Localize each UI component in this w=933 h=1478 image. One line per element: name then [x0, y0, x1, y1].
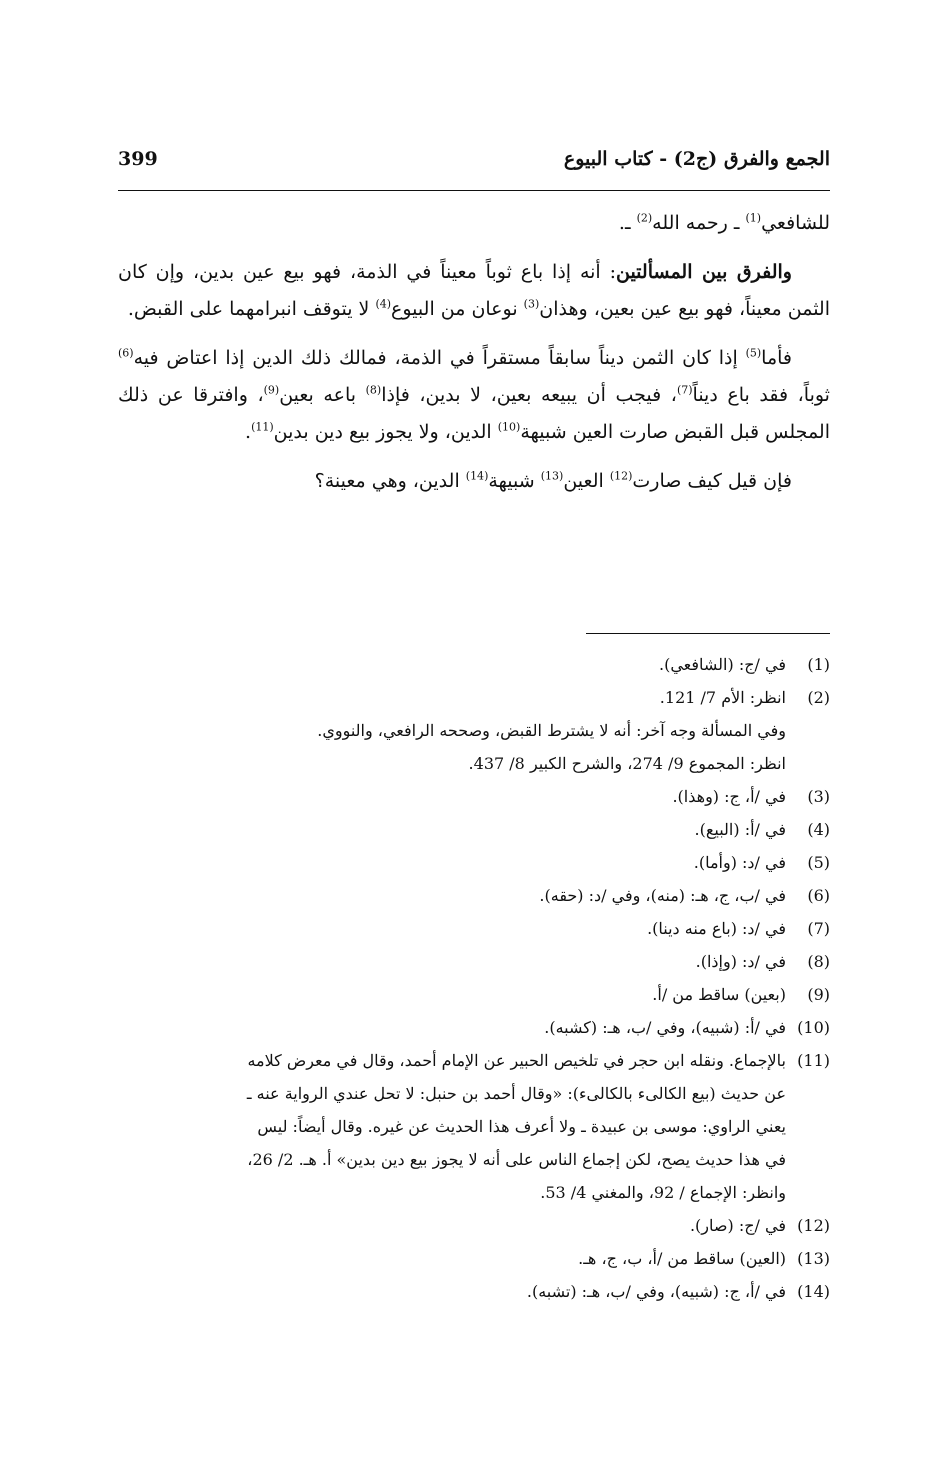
footnote-ref: (2) [636, 211, 653, 225]
footnote-text [118, 1242, 786, 1275]
footnote-item [118, 1044, 830, 1209]
footnote-number: (6) [807, 886, 830, 905]
footnote-ref: (3) [523, 297, 540, 311]
footnote-text [118, 1275, 786, 1308]
footnote-ref: (14) [465, 469, 489, 483]
paragraph-1: للشافعي$^{(1)}$ ـ رحمه الله$^{(2)}$ ـ. [618, 211, 830, 234]
footnote-separator [586, 633, 830, 634]
footnote-ref: (8) [365, 383, 382, 397]
footnote-line: في /أ، ج: (شبيه)، وفي /ب، هـ: (تشبه). [526, 1282, 786, 1301]
footnote-text [118, 648, 786, 681]
footnote-item [118, 1275, 830, 1308]
footnote-line: عن حديث (بيع الكالىء بالكالىء): «وقال أحمد بن حنبل: لا تحل عندي الرواية عنه ـ [246, 1084, 786, 1103]
footnote-text [118, 846, 786, 879]
footnote-line: وانظر: الإجماع / 92، والمغني 4/ 53. [540, 1183, 786, 1202]
footnote-item [118, 1209, 830, 1242]
footnote-ref: (13) [540, 469, 564, 483]
footnote-item [118, 648, 830, 681]
footnote-number: (9) [807, 985, 830, 1004]
footnote-line: في /د: (باع منه دينا). [647, 919, 786, 938]
footnote-item [118, 681, 830, 780]
footnote-item [118, 780, 830, 813]
footnote-line: انظر: المجموع 9/ 274، والشرح الكبير 8/ 437. [468, 754, 786, 773]
paragraph-3: فأما$^{(5)}$ إذا كان الثمن ديناً سابقاً مستقراً في الذمة، فمالك ذلك الدين إذا اعتاض فيه$^{(6)}$ ثوباً، فقد باع ديناً$^{(7)}$، فيجب أن يبيعه بعين، لا بدين، فإذا$^{(8)}$ باعه بعين$^{(9)}$، وافترقا عن ذلك المجلس قبل القبض صارت العين شبيهة$^{(10)}$ الدين، ولا يجوز بيع دين بدين$^{(11)}$. [118, 346, 830, 443]
footnote-text [118, 1209, 786, 1242]
footnote-text [118, 912, 786, 945]
footnote-ref: (1) [745, 211, 762, 225]
footnote-line: في /ب، ج، هـ: (منه)، وفي /د: (حقه). [539, 886, 786, 905]
footnote-ref: (11) [251, 420, 274, 434]
footnote-number: (7) [807, 919, 830, 938]
footnote-ref: (7) [676, 383, 693, 397]
footnote-number: (13) [797, 1249, 830, 1268]
header-rule [118, 190, 830, 191]
paragraph-2: والفرق بين المسألتين: أنه إذا باع ثوباً معيناً في الذمة، فهو بيع عين بدين، وإن كان الثمن معيناً، فهو بيع عين بعين، وهذان$^{(3)}$ نوعان من البيوع$^{(4)}$ لا يتوقف انبرامهما على القبض. [118, 261, 830, 320]
footnote-line: انظر: الأم 7/ 121. [659, 688, 786, 707]
footnote-ref: (5) [745, 346, 762, 360]
footnote-line: في /د: (وإذا). [695, 952, 786, 971]
footnote-text [118, 978, 786, 1011]
footnote-line: وفي المسألة وجه آخر: أنه لا يشترط القبض، وصححه الرافعي، والنووي. [317, 721, 786, 740]
footnote-line: (بعين) ساقط من /أ. [652, 985, 786, 1004]
footnote-item [118, 945, 830, 978]
footnote-line: في هذا حديث يصح، لكن إجماع الناس على أنه لا يجوز بيع دين بدين» أ. هـ. 2/ 26، [247, 1150, 786, 1169]
footnote-text [118, 813, 786, 846]
footnote-number: (11) [797, 1051, 830, 1070]
bold-lead: والفرق بين المسألتين [615, 261, 792, 283]
page-header [118, 148, 830, 184]
footnote-number: (1) [807, 655, 830, 674]
footnote-text [118, 780, 786, 813]
footnote-number: (3) [807, 787, 830, 806]
footnote-line: (العين) ساقط من /أ، ب، ج، هـ. [578, 1249, 786, 1268]
footnote-item [118, 846, 830, 879]
footnote-line: في /أ: (البيع). [694, 820, 786, 839]
footnotes-list [118, 648, 830, 1308]
footnote-number: (10) [797, 1018, 830, 1037]
running-title: الجمع والفرق (ج2) - كتاب البيوع [563, 148, 830, 170]
footnote-text [118, 681, 786, 780]
footnote-line: في /أ: (شبيه)، وفي /ب، هـ: (كشبه). [544, 1018, 786, 1037]
footnote-ref: (4) [375, 297, 392, 311]
footnote-ref: (12) [609, 469, 633, 483]
footnote-item [118, 1011, 830, 1044]
footnote-number: (12) [797, 1216, 830, 1235]
page-number: 399 [118, 148, 158, 170]
footnote-item [118, 978, 830, 1011]
footnote-number: (4) [807, 820, 830, 839]
paragraph-4: فإن قيل كيف صارت$^{(12)}$ العين$^{(13)}$ شبيهة$^{(14)}$ الدين، وهي معينة؟ [314, 469, 792, 492]
footnote-ref: (9) [263, 383, 280, 397]
footnote-text [118, 945, 786, 978]
footnote-text [118, 879, 786, 912]
footnote-text [118, 1044, 786, 1209]
footnote-text [118, 1011, 786, 1044]
footnote-line: بالإجماع. ونقله ابن حجر في تلخيص الحبير عن الإمام أحمد، وقال في معرض كلامه [247, 1051, 786, 1070]
footnote-line: في /د: (وأما). [693, 853, 786, 872]
footnote-number: (5) [807, 853, 830, 872]
footnote-ref: (10) [497, 420, 521, 434]
footnote-line: في /ج: (الشافعي). [658, 655, 786, 674]
footnote-number: (8) [807, 952, 830, 971]
footnote-number: (14) [797, 1282, 830, 1301]
footnote-line: في /أ، ج: (وهذا). [672, 787, 786, 806]
footnote-item [118, 879, 830, 912]
footnote-number: (2) [807, 688, 830, 707]
footnote-item [118, 1242, 830, 1275]
footnote-line: في /ج: (صار). [689, 1216, 786, 1235]
footnote-item [118, 813, 830, 846]
footnote-line: يعني الراوي: موسى بن عبيدة ـ ولا أعرف هذا الحديث عن غيره. وقال أيضاً: ليس [257, 1117, 786, 1136]
footnote-ref: (6) [118, 346, 134, 360]
main-text [118, 205, 830, 512]
footnote-item [118, 912, 830, 945]
